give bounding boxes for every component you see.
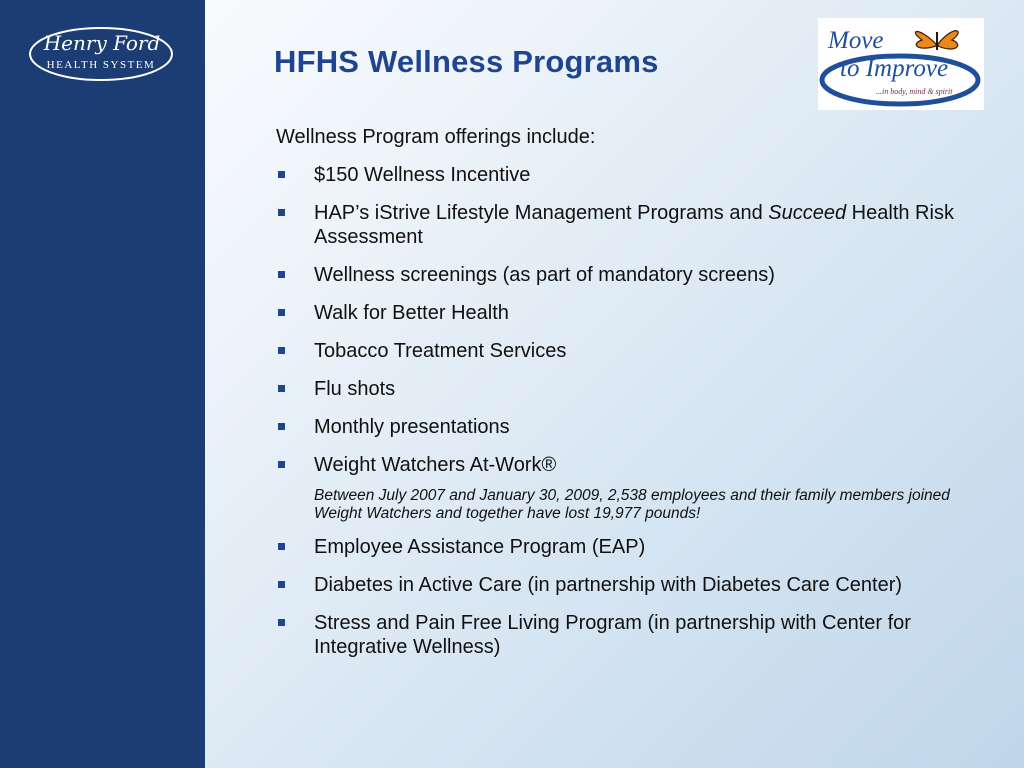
list-item: Monthly presentations [276, 415, 976, 439]
square-bullet-icon [278, 171, 285, 178]
square-bullet-icon [278, 619, 285, 626]
mti-logo-line2: to Improve [840, 55, 949, 82]
butterfly-icon [915, 31, 958, 50]
square-bullet-icon [278, 271, 285, 278]
list-item: Employee Assistance Program (EAP) [276, 535, 976, 559]
list-item: HAP’s iStrive Lifestyle Management Programs and Succeed Health Risk Assessment [276, 201, 976, 249]
list-item: Diabetes in Active Care (in partnership with Diabetes Care Center) [276, 573, 976, 597]
offerings-list [276, 163, 976, 659]
square-bullet-icon [278, 423, 285, 430]
list-item: Tobacco Treatment Services [276, 339, 976, 363]
weight-watchers-note: Between July 2007 and January 30, 2009, 2,538 employees and their family members joined Weight Watchers and together have lost 19,977 pounds! [314, 487, 950, 522]
list-item: Walk for Better Health [276, 301, 976, 325]
henry-ford-logo [26, 24, 176, 84]
square-bullet-icon [278, 385, 285, 392]
list-item: $150 Wellness Incentive [276, 163, 976, 187]
move-to-improve-logo [818, 18, 984, 110]
mti-logo-tagline: ...in body, mind & spirit [876, 87, 953, 96]
list-item: Weight Watchers At-Work® Between July 2007 and January 30, 2009, 2,538 employees and their family members joined Weight Watchers and together have lost 19,977 pounds! [276, 453, 976, 523]
intro-text: Wellness Program offerings include: [276, 126, 596, 148]
hfhs-logo-subtitle: HEALTH SYSTEM [46, 59, 156, 71]
square-bullet-icon [278, 347, 285, 354]
list-item: Stress and Pain Free Living Program (in partnership with Center for Integrative Wellness) [276, 611, 976, 659]
sidebar-band [0, 0, 205, 768]
square-bullet-icon [278, 209, 285, 216]
succeed-emphasis: Succeed [768, 202, 847, 224]
square-bullet-icon [278, 309, 285, 316]
mti-logo-line1: Move [828, 27, 884, 54]
list-item: Wellness screenings (as part of mandatory screens) [276, 263, 976, 287]
slide-title: HFHS Wellness Programs [274, 44, 659, 79]
slide-content [276, 125, 976, 673]
square-bullet-icon [278, 461, 285, 468]
square-bullet-icon [278, 581, 285, 588]
hfhs-logo-name: Henry Ford [43, 31, 161, 55]
square-bullet-icon [278, 543, 285, 550]
list-item: Flu shots [276, 377, 976, 401]
